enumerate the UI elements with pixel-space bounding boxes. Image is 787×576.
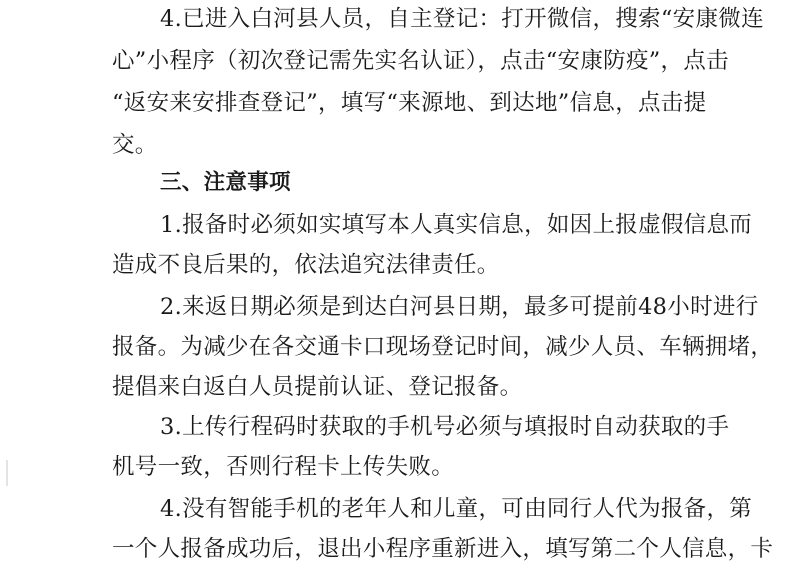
section-heading-notes: 三、注意事项 [160, 170, 291, 195]
note-1-line-2: 造成不良后果的，依法追究法律责任。 [112, 252, 500, 278]
note-1-line-1: 1.报备时必须如实填写本人真实信息，如因上报虚假信息而 [160, 212, 753, 238]
paragraph-4-line-2: 心”小程序（初次登记需先实名认证），点击“安康防疫”，点击 [112, 48, 729, 74]
note-2-line-3: 提倡来白返白人员提前认证、登记报备。 [112, 374, 523, 400]
note-3-line-1: 3.上传行程码时获取的手机号必须与填报时自动获取的手 [160, 414, 730, 440]
note-3-line-2: 机号一致，否则行程卡上传失败。 [112, 454, 455, 480]
paragraph-4-line-1: 4.已进入白河县人员，自主登记：打开微信，搜索“安康微连 [160, 6, 764, 32]
note-4-line-1: 4.没有智能手机的老年人和儿童，可由同行人代为报备，第 [160, 496, 753, 522]
paragraph-4-line-4: 交。 [112, 132, 158, 158]
scan-edge-mark [6, 460, 8, 486]
note-2-line-1: 2.来返日期必须是到达白河县日期，最多可提前48小时进行 [160, 294, 759, 320]
note-2-line-2: 报备。为减少在各交通卡口现场登记时间，减少人员、车辆拥堵， [112, 334, 774, 360]
paragraph-4-line-3: “返安来安排查登记”，填写“来源地、到达地”信息，点击提 [112, 90, 707, 116]
note-4-line-2: 一个人报备成功后，退出小程序重新进入，填写第二个人信息，卡 [112, 536, 774, 562]
